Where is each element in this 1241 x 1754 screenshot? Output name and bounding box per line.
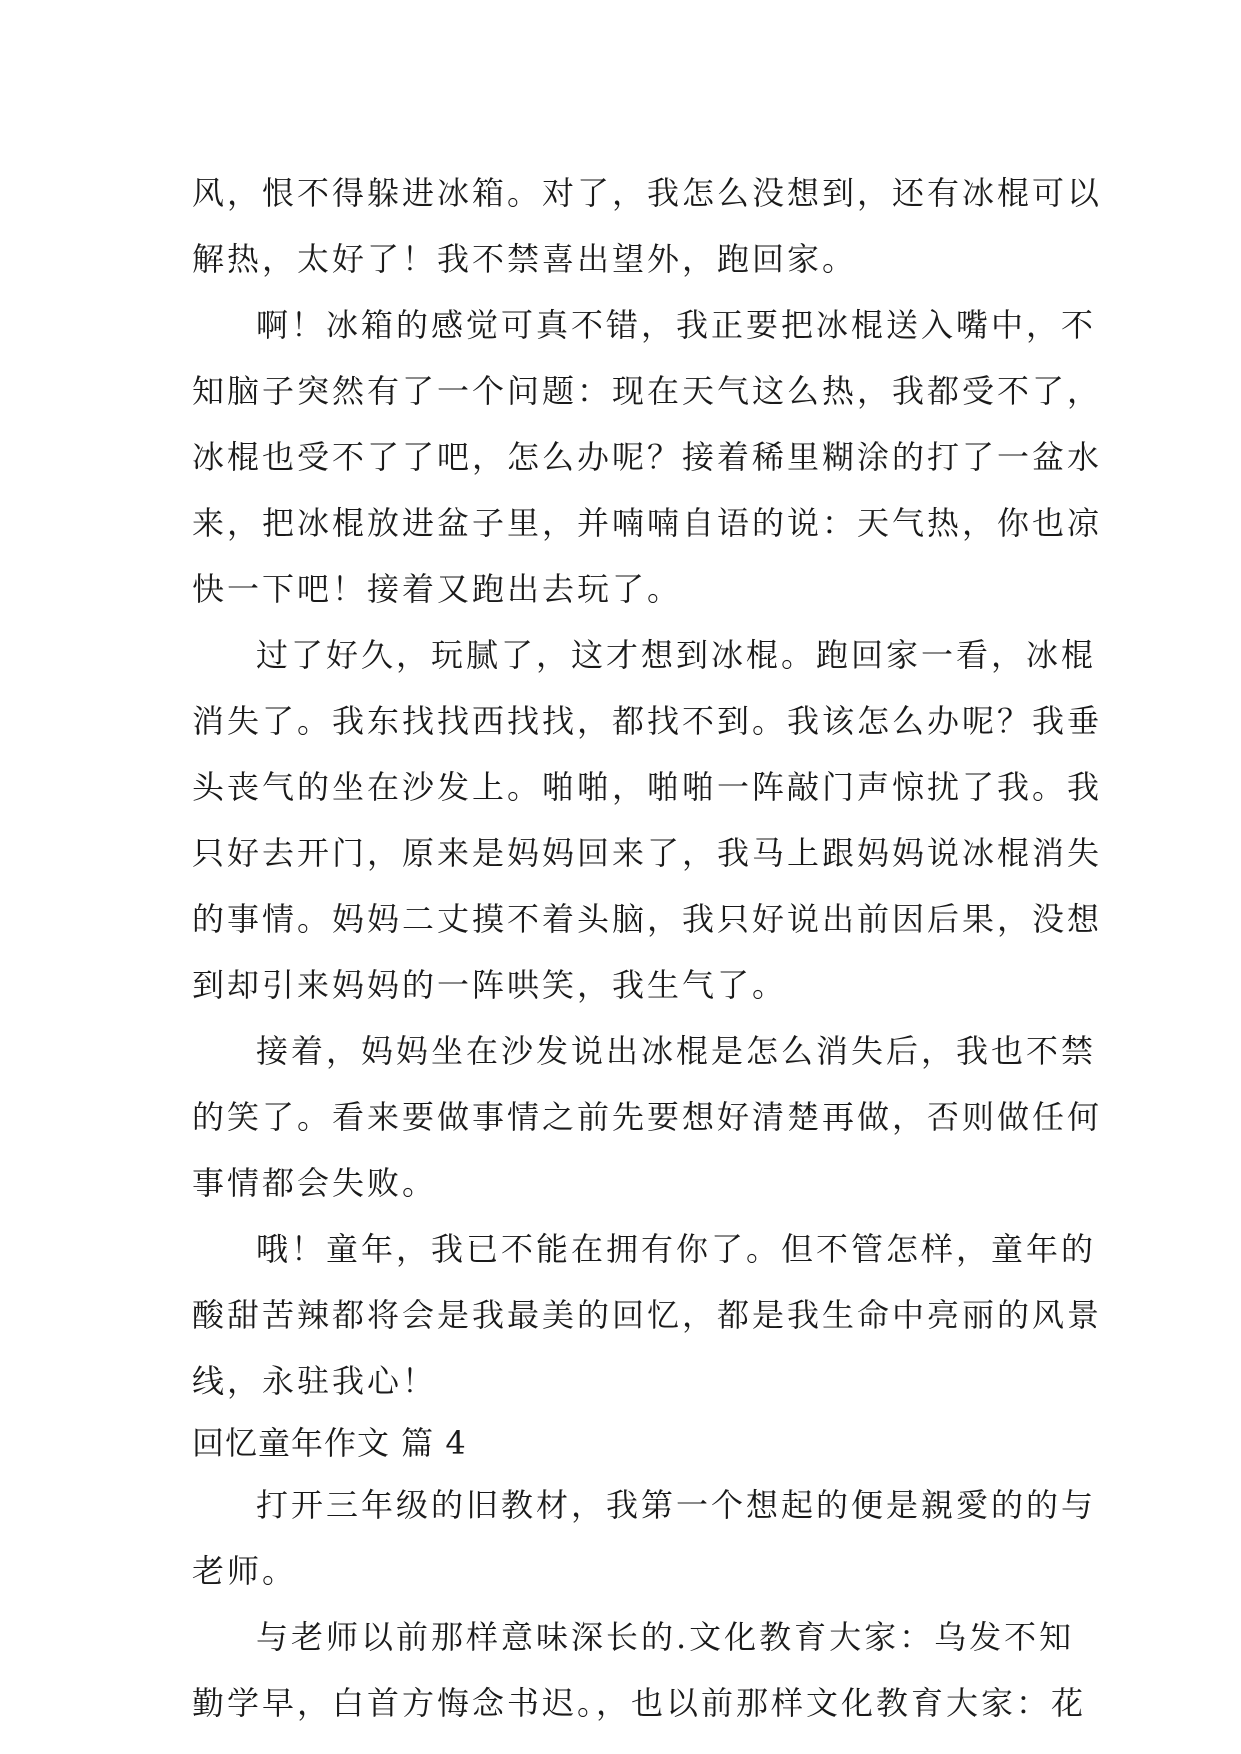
text-line: 快一下吧！接着又跑出去玩了。 [192,570,683,608]
text-line: 的笑了。看来要做事情之前先要想好清楚再做，否则做任何 [192,1098,1103,1136]
document-body [192,160,1103,1736]
section-heading: 回忆童年作文 篇 4 [192,1424,467,1462]
paragraph-start-line: 啊！冰箱的感觉可真不错，我正要把冰棍送入嘴中，不 [256,306,1097,344]
text-line: 酸甜苦辣都将会是我最美的回忆，都是我生命中亮丽的风景 [192,1296,1103,1334]
text-line: 解热，太好了！我不禁喜出望外，跑回家。 [192,240,858,278]
paragraph-start-line: 过了好久，玩腻了，这才想到冰棍。跑回家一看，冰棍 [256,636,1097,674]
paragraph-start-line: 哦！童年，我已不能在拥有你了。但不管怎样，童年的 [256,1230,1097,1268]
text-line: 风，恨不得躲进冰箱。对了，我怎么没想到，还有冰棍可以 [192,174,1103,212]
text-line: 到却引来妈妈的一阵哄笑，我生气了。 [192,966,788,1004]
paragraph-start-line: 与老师以前那样意味深长的.文化教育大家：乌发不知 [256,1618,1075,1656]
text-line: 来，把冰棍放进盆子里，并喃喃自语的说：天气热，你也凉 [192,504,1103,542]
text-line: 线，永驻我心！ [192,1362,438,1400]
text-line: 的事情。妈妈二丈摸不着头脑，我只好说出前因后果，没想 [192,900,1103,938]
text-line: 知脑子突然有了一个问题：现在天气这么热，我都受不了， [192,372,1103,410]
paragraph-start-line: 打开三年级的旧教材，我第一个想起的便是親愛的的与 [256,1486,1097,1524]
text-line: 事情都会失败。 [192,1164,438,1202]
text-line: 头丧气的坐在沙发上。啪啪，啪啪一阵敲门声惊扰了我。我 [192,768,1103,806]
text-line: 老师。 [192,1552,298,1590]
paragraph-start-line: 接着，妈妈坐在沙发说出冰棍是怎么消失后，我也不禁 [256,1032,1097,1070]
text-line: 消失了。我东找找西找找，都找不到。我该怎么办呢？我垂 [192,702,1103,740]
text-line: 勤学早，白首方悔念书迟。，也以前那样文化教育大家：花 [192,1684,1087,1722]
text-line: 冰棍也受不了了吧，怎么办呢？接着稀里糊涂的打了一盆水 [192,438,1103,476]
text-line: 只好去开门，原来是妈妈回来了，我马上跟妈妈说冰棍消失 [192,834,1103,872]
